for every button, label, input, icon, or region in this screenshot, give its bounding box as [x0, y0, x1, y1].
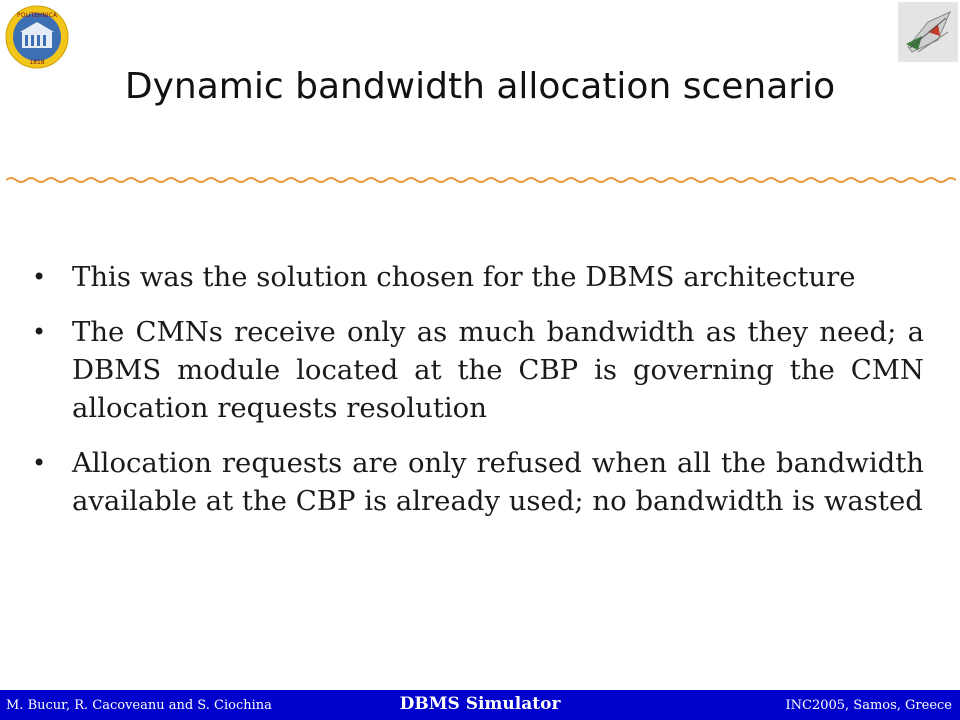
bullet-item [32, 444, 924, 520]
bullet-text: This was the solution chosen for the DBMS architecture [72, 261, 856, 293]
footer-bar [0, 690, 960, 720]
footer-center-title: DBMS Simulator [399, 694, 561, 714]
university-logo [4, 2, 70, 72]
bullet-marker: • [32, 263, 47, 291]
bullet-text: The CMNs receive only as much bandwidth as they need; a DBMS module located at the CBP is governing the CMN allocation requests resolution [72, 316, 924, 424]
bullet-item [32, 258, 924, 296]
bullet-item [32, 313, 924, 427]
slide-title: Dynamic bandwidth allocation scenario [124, 66, 836, 107]
footer-event: INC2005, Samos, Greece [785, 698, 952, 713]
svg-text:POLITEHNICA: POLITEHNICA [17, 12, 57, 19]
footer-authors: M. Bucur, R. Cacoveanu and S. Ciochina [6, 698, 272, 713]
conference-logo [898, 2, 958, 62]
bullet-list [32, 258, 924, 537]
decorative-divider [6, 172, 956, 188]
bullet-text: Allocation requests are only refused when all the bandwidth available at the CBP is already used; no bandwidth is wasted [72, 447, 924, 517]
bullet-marker: • [32, 449, 47, 477]
svg-text:1818: 1818 [29, 59, 45, 66]
bullet-marker: • [32, 318, 47, 346]
